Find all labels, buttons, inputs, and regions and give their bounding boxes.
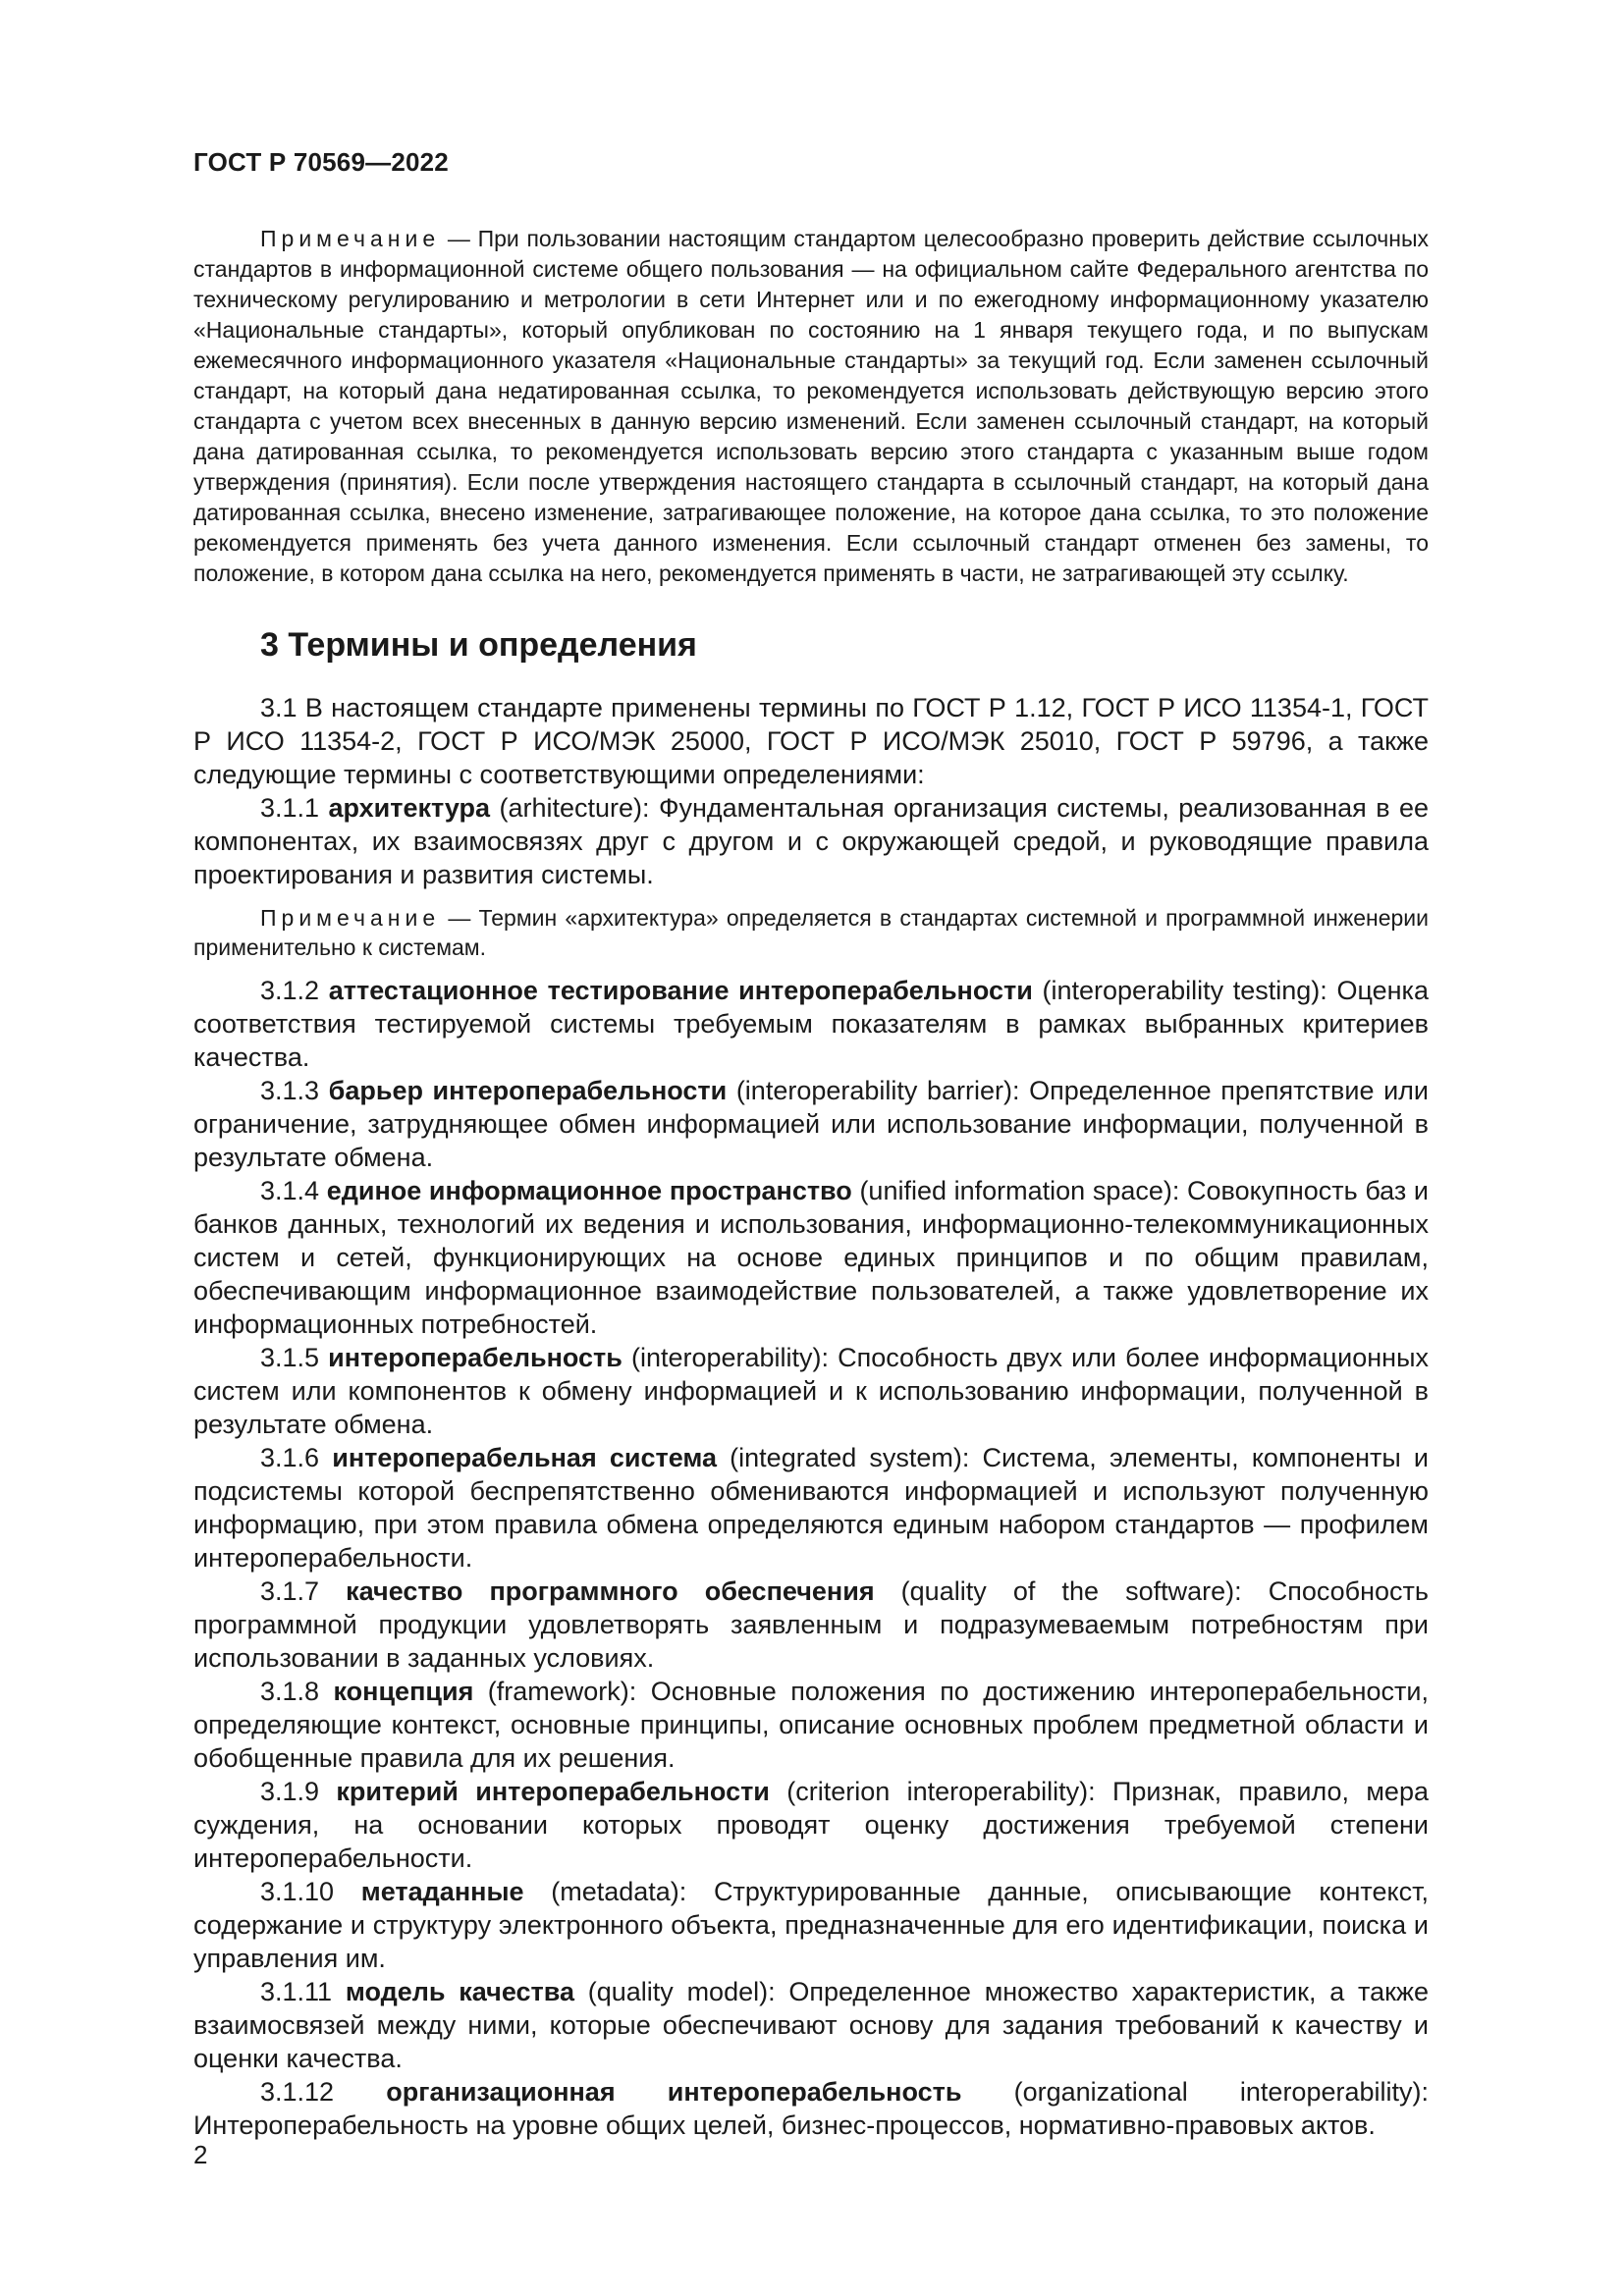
intro-paragraph: 3.1 В настоящем стандарте применены термины по ГОСТ Р 1.12, ГОСТ Р ИСО 11354-1, ГОСТ Р ИСО 11354-2, ГОСТ Р ИСО/МЭК 25000, ГОСТ Р ИСО/МЭК 25010, ГОСТ Р 59796, а также следующие термины с соответствующими определениями: bbox=[193, 693, 1429, 789]
note-text: — Термин «архитектура» определяется в стандартах системной и программной инженерии применительно к системам. bbox=[193, 905, 1429, 960]
reference-note bbox=[193, 224, 1429, 589]
term-name: критерий интероперабельности bbox=[336, 1777, 770, 1806]
term-3-1-10: 3.1.10 метаданные (metadata): Структурированные данные, описывающие контекст, содержание и структуру электронного объекта, предназначенные для его идентификации, поиска и управления им. bbox=[193, 1877, 1429, 1973]
term-name: качество программного обеспечения bbox=[346, 1576, 875, 1606]
term-name: метаданные bbox=[360, 1877, 524, 1906]
term-3-1-2: 3.1.2 аттестационное тестирование интероперабельности (interoperability testing): Оценка соответствия тестируемой системы требуемым показателям в рамках выбранных критериев качества. bbox=[193, 976, 1429, 1072]
note-label: Примечание bbox=[260, 905, 441, 931]
terms-body bbox=[193, 691, 1429, 2142]
term-name: аттестационное тестирование интероперабельности bbox=[328, 976, 1033, 1005]
term-3-1-3: 3.1.3 барьер интероперабельности (interoperability barrier): Определенное препятствие или ограничение, затрудняющее обмен информацией или использование информации, полученной в результате обмена. bbox=[193, 1076, 1429, 1172]
term-name: единое информационное пространство bbox=[326, 1176, 852, 1205]
term-3-1-4: 3.1.4 единое информационное пространство (unified information space): Совокупность баз и банков данных, технологий их ведения и использования, информационно-телекоммуникационных систем и сетей, функционирующих на основе единых принципов и по общим правилам, обеспечивающим информационное взаимодействие пользователей, а также удовлетворение их информационных потребностей. bbox=[193, 1176, 1429, 1339]
note-text: — При пользовании настоящим стандартом целесообразно проверить действие ссылочных стандартов в информационной системе общего пользования — на официальном сайте Федерального агентства по техническому регулированию и метрологии в сети Интернет или и по ежегодному информационному указателю «Национальные стандарты», который опубликован по состоянию на 1 января текущего года, и по выпускам ежемесячного информационного указателя «Национальные стандарты» за текущий год. Если заменен ссылочный стандарт, на который дана недатированная ссылка, то рекомендуется использовать действующую версию этого стандарта с учетом всех внесенных в данную версию изменений. Если заменен ссылочный стандарт, на который дана датированная ссылка, то рекомендуется использовать версию этого стандарта с указанным выше годом утверждения (принятия). Если после утверждения настоящего стандарта в ссылочный стандарт, на который дана датированная ссылка, внесено изменение, затрагивающее положение, на которое дана ссылка, то это положение рекомендуется применять без учета данного изменения. Если ссылочный стандарт отменен без замены, то положение, в котором дана ссылка на него, рекомендуется применять в части, не затрагивающей эту ссылку. bbox=[193, 226, 1429, 586]
term-name: организационная интероперабельность bbox=[386, 2077, 962, 2107]
section-title: 3 Термины и определения bbox=[260, 626, 697, 664]
term-name: интероперабельность bbox=[328, 1343, 623, 1372]
term-3-1-8: 3.1.8 концепция (framework): Основные положения по достижению интероперабельности, определяющие контекст, основные принципы, описание основных проблем предметной области и обобщенные правила для их решения. bbox=[193, 1677, 1429, 1773]
term-name: концепция bbox=[333, 1677, 474, 1706]
term-name: архитектура bbox=[328, 793, 491, 823]
term-3-1-9: 3.1.9 критерий интероперабельности (criterion interoperability): Признак, правило, мера суждения, на основании которых проводят оценку достижения требуемой степени интероперабельности. bbox=[193, 1777, 1429, 1873]
page-number: 2 bbox=[193, 2140, 208, 2169]
term-3-1-7: 3.1.7 качество программного обеспечения (quality of the software): Способность программной продукции удовлетворять заявленным и подразумеваемым потребностям при использовании в заданных условиях. bbox=[193, 1576, 1429, 1673]
term-3-1-11: 3.1.11 модель качества (quality model): Определенное множество характеристик, а также взаимосвязей между ними, которые обеспечивают основу для задания требований к качеству и оценки качества. bbox=[193, 1977, 1429, 2073]
term-name: барьер интероперабельности bbox=[328, 1076, 728, 1105]
term-name: модель качества bbox=[345, 1977, 574, 2006]
architecture-note bbox=[193, 903, 1429, 962]
term-3-1-12: 3.1.12 организационная интероперабельность (organizational interoperability): Интероперабельность на уровне общих целей, бизнес-процессов, нормативно-правовых актов. bbox=[193, 2077, 1429, 2140]
note-label: Примечание bbox=[260, 226, 441, 251]
term-3-1-5: 3.1.5 интероперабельность (interoperability): Способность двух или более информационных систем или компонентов к обмену информацией и к использованию информации, полученной в результате обмена. bbox=[193, 1343, 1429, 1439]
term-3-1-6: 3.1.6 интероперабельная система (integrated system): Система, элементы, компоненты и подсистемы которой беспрепятственно обмениваются информацией и используют полученную информацию, при этом правила обмена определяются единым набором стандартов — профилем интероперабельности. bbox=[193, 1443, 1429, 1573]
term-name: интероперабельная система bbox=[332, 1443, 718, 1472]
document-code-header: ГОСТ Р 70569—2022 bbox=[193, 147, 449, 177]
term-3-1-1: 3.1.1 архитектура (arhitecture): Фундаментальная организация системы, реализованная в ее компонентах, их взаимосвязях друг с другом и с окружающей средой, и руководящие правила проектирования и развития системы. bbox=[193, 793, 1429, 889]
